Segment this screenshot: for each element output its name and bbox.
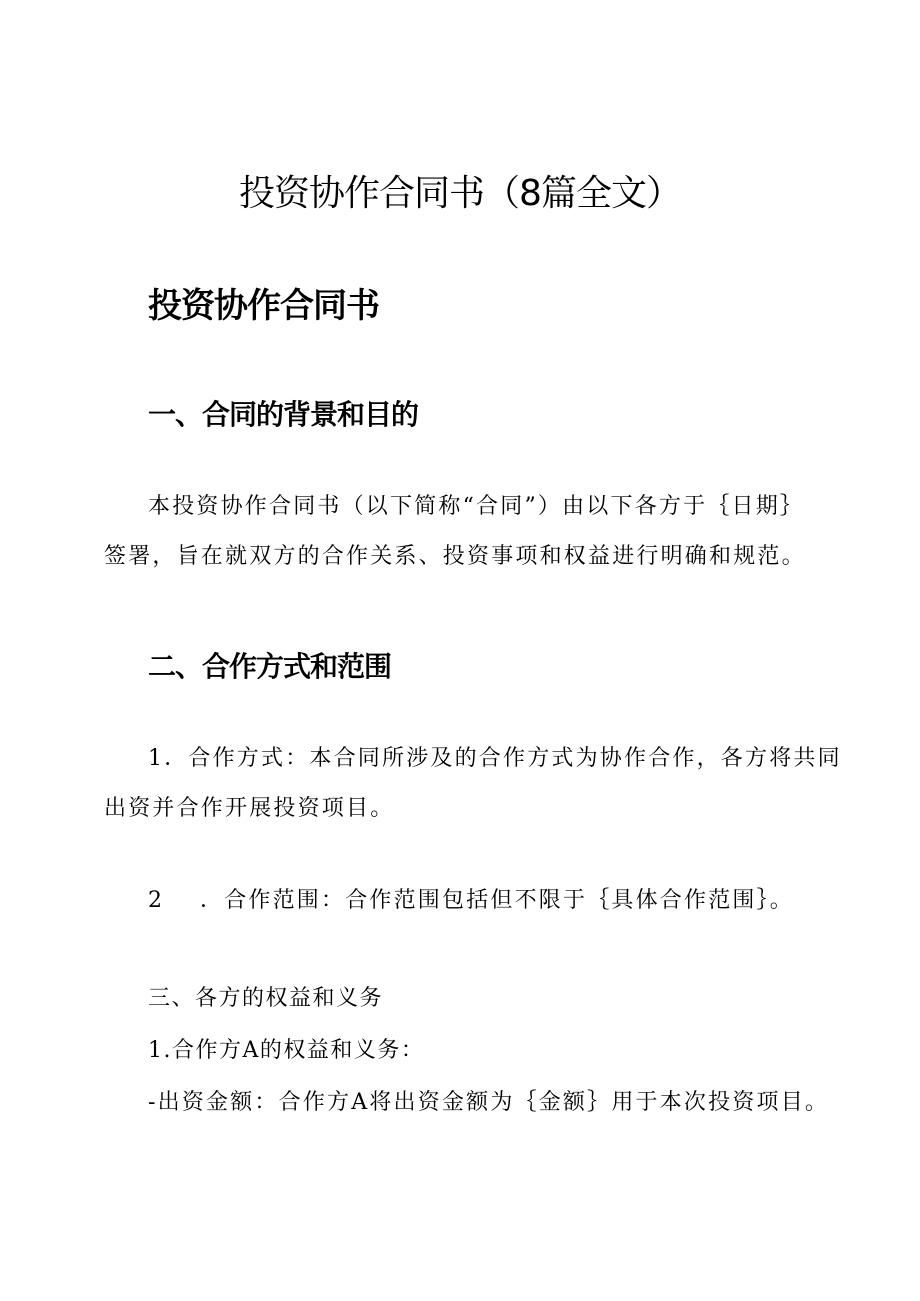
section-1-paragraph-line-1: 本投资协作合同书（以下简称“合同”）由以下各方于｛日期｝ bbox=[148, 494, 805, 519]
section-3-heading: 三、各方的权益和义务 bbox=[148, 986, 384, 1011]
section-2-item-1-line-2: 出资并合作开展投资项目。 bbox=[104, 796, 395, 821]
section-3-bullet-1: -出资金额：合作方A将出资金额为｛金额｝用于本次投资项目。 bbox=[148, 1090, 830, 1115]
section-1-heading: 一、合同的背景和目的 bbox=[148, 398, 419, 431]
contract-title: 投资协作合同书 bbox=[148, 286, 379, 326]
section-1-paragraph-line-2: 签署，旨在就双方的合作关系、投资事项和权益进行明确和规范。 bbox=[104, 544, 806, 569]
section-2-item-1-line-1: 1．合作方式：本合同所涉及的合作方式为协作合作，各方将共同 bbox=[148, 746, 842, 771]
document-title: 投资协作合同书（8篇全文） bbox=[239, 173, 681, 214]
section-2-item-2 bbox=[148, 888, 794, 914]
section-2-item-2-number: 2 bbox=[148, 888, 165, 913]
section-2-item-2-text: ．合作范围：合作范围包括但不限于｛具体合作范围｝。 bbox=[200, 888, 795, 913]
section-2-heading: 二、合作方式和范围 bbox=[148, 650, 392, 683]
section-3-subheading: 1.合作方A的权益和义务： bbox=[148, 1038, 425, 1063]
